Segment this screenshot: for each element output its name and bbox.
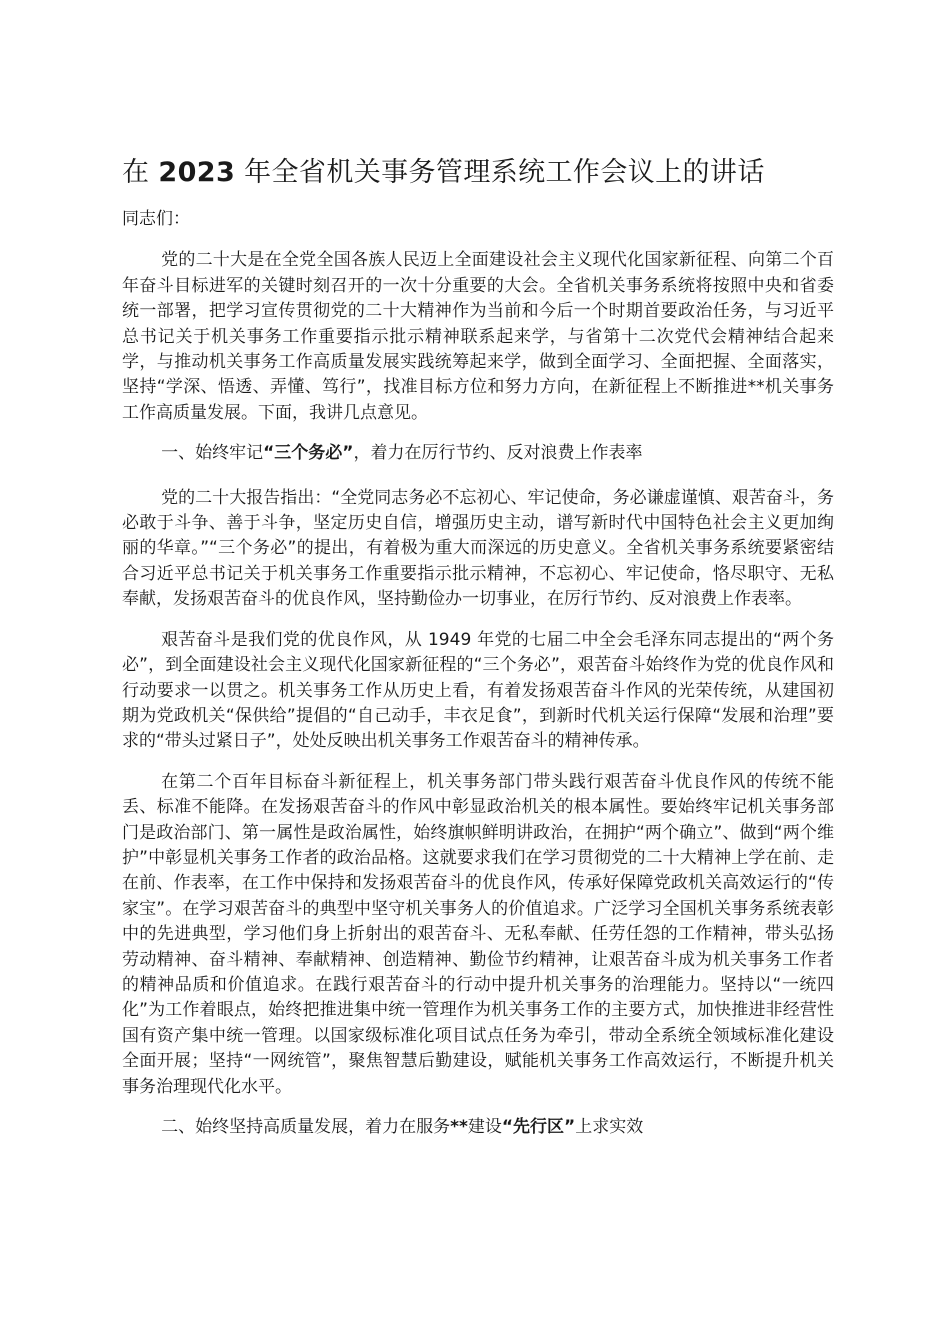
heading-2-part-a: 二、始终坚持高质量发展，着力在服务 bbox=[161, 1117, 451, 1137]
heading-1-part-b: “三个务必” bbox=[263, 443, 354, 464]
paragraph-1: 党的二十大报告指出：“全党同志务必不忘初心、牢记使命，务必谦虚谨慎、艰苦奋斗，务必敢于斗争、善于斗争，坚定历史自信，增强历史主动，谱写新时代中国特色社会主义更加绚丽的华章。”“三个务必”的提出，有着极为重大而深远的历史意义。全省机关事务系统要紧密结合习近平总书记关于机关事务工作重要指示批示精神，不忘初心、牢记使命，恪尽职守、无私奉献，发扬艰苦奋斗的优良作风，坚持勤俭办一切事业，在厉行节约、反对浪费上作表率。 bbox=[122, 487, 834, 610]
document-title bbox=[122, 153, 842, 193]
heading-2-part-d: “先行区” bbox=[501, 1117, 576, 1137]
document-body bbox=[122, 207, 834, 1159]
title-prefix: 在 bbox=[122, 157, 159, 188]
paragraph-2: 艰苦奋斗是我们党的优良作风，从 1949 年党的七届二中全会毛泽东同志提出的“两个务必”，到全面建设社会主义现代化国家新征程的“三个务必”，艰苦奋斗始终作为党的优良作风和行动要求一以贯之。机关事务工作从历史上看，有着发扬艰苦奋斗作风的光荣传统，从建国初期为党政机关“保供给”提倡的“自己动手，丰衣足食”，到新时代机关运行保障“发展和治理”要求的“带头过紧日子”，处处反映出机关事务工作艰苦奋斗的精神传承。 bbox=[122, 629, 834, 752]
title-year: 2023 bbox=[158, 157, 236, 188]
salutation: 同志们： bbox=[122, 209, 190, 229]
heading-2-part-e: 上求实效 bbox=[575, 1117, 644, 1137]
heading-2-part-b: ** bbox=[450, 1117, 468, 1137]
heading-1-part-c: ，着力在厉行节约、反对浪费上作表率 bbox=[353, 443, 643, 464]
section-heading-1 bbox=[122, 441, 834, 466]
heading-2-part-c: 建设 bbox=[467, 1117, 502, 1137]
title-suffix: 年全省机关事务管理系统工作会议上的讲话 bbox=[235, 157, 765, 188]
section-heading-2 bbox=[122, 1115, 834, 1140]
paragraph-intro: 党的二十大是在全党全国各族人民迈上全面建设社会主义现代化国家新征程、向第二个百年奋斗目标进军的关键时刻召开的一次十分重要的大会。全省机关事务系统将按照中央和省委统一部署，把学习宣传贯彻党的二十大精神作为当前和今后一个时期首要政治任务，与习近平总书记关于机关事务工作重要指示批示精神联系起来学，与省第十二次党代会精神结合起来学，与推动机关事务工作高质量发展实践统筹起来学，做到全面学习、全面把握、全面落实，坚持“学深、悟透、弄懂、笃行”，找准目标方位和努力方向，在新征程上不断推进**机关事务工作高质量发展。下面，我讲几点意见。 bbox=[122, 250, 834, 423]
heading-1-part-a: 一、始终牢记 bbox=[161, 443, 264, 464]
paragraph-3: 在第二个百年目标奋斗新征程上，机关事务部门带头践行艰苦奋斗优良作风的传统不能丢、标准不能降。在发扬艰苦奋斗的作风中彰显政治机关的根本属性。要始终牢记机关事务部门是政治部门、第一属性是政治属性，始终旗帜鲜明讲政治，在拥护“两个确立”、做到“两个维护”中彰显机关事务工作者的政治品格。这就要求我们在学习贯彻党的二十大精神上学在前、走在前、作表率，在工作中保持和发扬艰苦奋斗的优良作风，传承好保障党政机关高效运行的“传家宝”。在学习艰苦奋斗的典型中坚守机关事务人的价值追求。广泛学习全国机关事务系统表彰中的先进典型，学习他们身上折射出的艰苦奋斗、无私奉献、任劳任怨的工作精神，带头弘扬劳动精神、奋斗精神、奉献精神、创造精神、勤俭节约精神，让艰苦奋斗成为机关事务工作者的精神品质和价值追求。在践行艰苦奋斗的行动中提升机关事务的治理能力。坚持以“一统四化”为工作着眼点，始终把推进集中统一管理作为机关事务工作的主要方式，加快推进非经营性国有资产集中统一管理。以国家级标准化项目试点任务为牵引，带动全系统全领域标准化建设全面开展；坚持“一网统管”，聚焦智慧后勤建设，赋能机关事务工作高效运行，不断提升机关事务治理现代化水平。 bbox=[122, 771, 834, 1097]
